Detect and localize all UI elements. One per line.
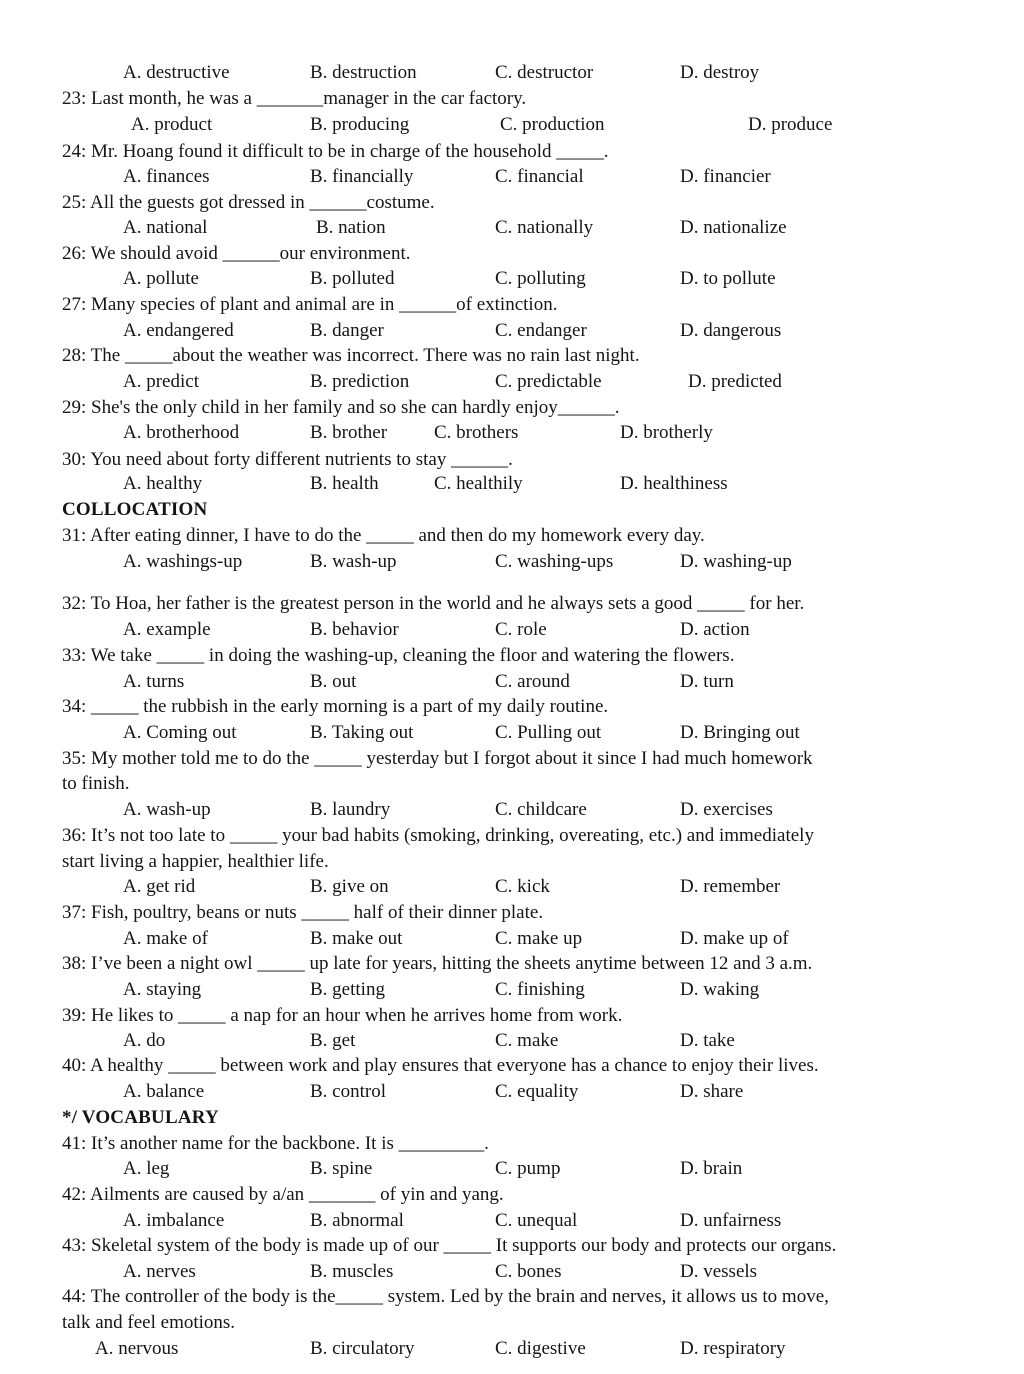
- answer-option: D. brain: [680, 1158, 743, 1179]
- answer-option: B. behavior: [310, 619, 399, 640]
- question-text: 39: He likes to _____ a nap for an hour when he arrives home from work.: [62, 1005, 623, 1026]
- answer-option: D. to pollute: [680, 268, 776, 289]
- question-text: 40: A healthy _____ between work and play ensures that everyone has a chance to enjoy their lives.: [62, 1055, 819, 1076]
- question-text: 23: Last month, he was a _______manager in the car factory.: [62, 88, 527, 109]
- question-text: talk and feel emotions.: [62, 1312, 236, 1333]
- answer-options: [0, 671, 1024, 693]
- answer-option: C. polluting: [495, 268, 586, 289]
- answer-option: C. nationally: [495, 217, 594, 238]
- answer-option: D. washing-up: [680, 551, 792, 572]
- question-text: 33: We take _____ in doing the washing-up, cleaning the floor and watering the flowers.: [62, 645, 735, 666]
- question-text: 28: The _____about the weather was incorrect. There was no rain last night.: [62, 345, 640, 366]
- answer-options: [0, 619, 1024, 641]
- answer-option: B. get: [310, 1030, 356, 1051]
- answer-option: D. brotherly: [620, 422, 713, 443]
- answer-option: D. predicted: [688, 371, 782, 392]
- answer-option: A. washings-up: [123, 551, 243, 572]
- answer-option: C. brothers: [434, 422, 519, 443]
- answer-option: B. Taking out: [310, 722, 414, 743]
- answer-option: A. get rid: [123, 876, 196, 897]
- answer-option: D. take: [680, 1030, 735, 1051]
- question-text: 30: You need about forty different nutrients to stay ______.: [62, 449, 513, 470]
- answer-option: C. predictable: [495, 371, 602, 392]
- answer-option: C. equality: [495, 1081, 579, 1102]
- question-text: 29: She's the only child in her family and so she can hardly enjoy______.: [62, 397, 620, 418]
- answer-option: C. digestive: [495, 1338, 586, 1359]
- answer-option: C. healthily: [434, 473, 523, 494]
- question-text: 25: All the guests got dressed in ______costume.: [62, 192, 435, 213]
- question-text: 24: Mr. Hoang found it difficult to be in charge of the household _____.: [62, 141, 609, 162]
- answer-option: C. kick: [495, 876, 550, 897]
- answer-option: D. make up of: [680, 928, 789, 949]
- question-text: 34: _____ the rubbish in the early morning is a part of my daily routine.: [62, 696, 609, 717]
- answer-option: A. imbalance: [123, 1210, 225, 1231]
- answer-options: [0, 551, 1024, 573]
- question-text: 41: It’s another name for the backbone. It is _________.: [62, 1133, 489, 1154]
- answer-option: B. brother: [310, 422, 388, 443]
- answer-option: B. control: [310, 1081, 386, 1102]
- section-heading: */ VOCABULARY: [62, 1107, 219, 1128]
- answer-option: A. brotherhood: [123, 422, 240, 443]
- question-text: 26: We should avoid ______our environment.: [62, 243, 411, 264]
- answer-option: C. Pulling out: [495, 722, 602, 743]
- answer-option: C. make up: [495, 928, 583, 949]
- answer-option: C. financial: [495, 166, 584, 187]
- question-text: 32: To Hoa, her father is the greatest person in the world and he always sets a good _____ for her.: [62, 593, 805, 614]
- question-text: 44: The controller of the body is the_____ system. Led by the brain and nerves, it allows us to move,: [62, 1286, 829, 1307]
- answer-options: [0, 1210, 1024, 1232]
- answer-option: B. destruction: [310, 62, 417, 83]
- answer-option: C. washing-ups: [495, 551, 614, 572]
- answer-options: [0, 1261, 1024, 1283]
- question-text: to finish.: [62, 773, 130, 794]
- answer-option: B. polluted: [310, 268, 395, 289]
- answer-option: A. predict: [123, 371, 199, 392]
- answer-option: C. childcare: [495, 799, 587, 820]
- question-text: 36: It’s not too late to _____ your bad habits (smoking, drinking, overeating, etc.) and immediately: [62, 825, 814, 846]
- answer-option: B. muscles: [310, 1261, 394, 1282]
- answer-option: A. staying: [123, 979, 202, 1000]
- answer-option: A. healthy: [123, 473, 203, 494]
- answer-option: B. make out: [310, 928, 403, 949]
- answer-option: A. balance: [123, 1081, 205, 1102]
- answer-option: C. pump: [495, 1158, 561, 1179]
- answer-option: C. make: [495, 1030, 559, 1051]
- answer-option: B. wash-up: [310, 551, 397, 572]
- answer-option: A. nervous: [95, 1338, 179, 1359]
- answer-options: [0, 371, 1024, 393]
- answer-option: D. vessels: [680, 1261, 758, 1282]
- answer-options: [0, 1081, 1024, 1103]
- answer-options: [0, 1338, 1024, 1360]
- answer-option: C. role: [495, 619, 547, 640]
- question-text: 43: Skeletal system of the body is made up of our _____ It supports our body and protects our organs.: [62, 1235, 837, 1256]
- answer-option: D. healthiness: [620, 473, 728, 494]
- answer-option: D. nationalize: [680, 217, 787, 238]
- answer-options: [0, 928, 1024, 950]
- answer-option: B. prediction: [310, 371, 410, 392]
- question-text: 38: I’ve been a night owl _____ up late for years, hitting the sheets anytime between 12 and 3 a.m.: [62, 953, 813, 974]
- answer-option: A. example: [123, 619, 211, 640]
- answer-option: C. destructor: [495, 62, 594, 83]
- answer-options: [0, 422, 1024, 444]
- answer-option: A. do: [123, 1030, 166, 1051]
- answer-option: B. danger: [310, 320, 384, 341]
- answer-option: D. exercises: [680, 799, 773, 820]
- answer-option: D. action: [680, 619, 750, 640]
- answer-option: A. pollute: [123, 268, 199, 289]
- answer-options: [0, 979, 1024, 1001]
- answer-option: A. finances: [123, 166, 210, 187]
- answer-option: D. waking: [680, 979, 760, 1000]
- answer-option: B. health: [310, 473, 379, 494]
- answer-options: [0, 166, 1024, 188]
- answer-options: [0, 320, 1024, 342]
- answer-option: B. producing: [310, 114, 410, 135]
- answer-option: C. bones: [495, 1261, 562, 1282]
- answer-option: D. Bringing out: [680, 722, 800, 743]
- answer-options: [0, 217, 1024, 239]
- answer-option: A. national: [123, 217, 208, 238]
- answer-option: A. nerves: [123, 1261, 196, 1282]
- question-text: 37: Fish, poultry, beans or nuts _____ half of their dinner plate.: [62, 902, 544, 923]
- answer-option: B. laundry: [310, 799, 391, 820]
- answer-option: C. around: [495, 671, 570, 692]
- answer-option: D. turn: [680, 671, 734, 692]
- answer-option: C. finishing: [495, 979, 585, 1000]
- question-text: start living a happier, healthier life.: [62, 851, 329, 872]
- answer-option: C. production: [500, 114, 605, 135]
- answer-option: D. dangerous: [680, 320, 782, 341]
- answer-options: [0, 876, 1024, 898]
- answer-option: D. destroy: [680, 62, 760, 83]
- answer-option: B. getting: [310, 979, 385, 1000]
- answer-option: C. unequal: [495, 1210, 578, 1231]
- answer-option: C. endanger: [495, 320, 587, 341]
- answer-option: A. wash-up: [123, 799, 211, 820]
- answer-option: D. unfairness: [680, 1210, 782, 1231]
- answer-options: [0, 1030, 1024, 1052]
- answer-option: A. make of: [123, 928, 208, 949]
- question-text: 31: After eating dinner, I have to do the _____ and then do my homework every day.: [62, 525, 705, 546]
- answer-option: D. produce: [748, 114, 833, 135]
- answer-option: D. respiratory: [680, 1338, 786, 1359]
- answer-options: [0, 62, 1024, 84]
- question-text: 35: My mother told me to do the _____ yesterday but I forgot about it since I had much homework: [62, 748, 813, 769]
- answer-option: D. financier: [680, 166, 771, 187]
- answer-options: [0, 114, 1024, 136]
- answer-option: B. out: [310, 671, 357, 692]
- question-text: 42: Ailments are caused by a/an _______ of yin and yang.: [62, 1184, 504, 1205]
- answer-option: B. financially: [310, 166, 414, 187]
- answer-option: A. leg: [123, 1158, 170, 1179]
- answer-option: B. spine: [310, 1158, 373, 1179]
- answer-options: [0, 473, 1024, 495]
- answer-options: [0, 1158, 1024, 1180]
- answer-options: [0, 722, 1024, 744]
- answer-option: B. circulatory: [310, 1338, 415, 1359]
- answer-option: A. endangered: [123, 320, 234, 341]
- answer-option: B. give on: [310, 876, 389, 897]
- answer-options: [0, 799, 1024, 821]
- section-heading: COLLOCATION: [62, 499, 208, 520]
- answer-option: A. destructive: [123, 62, 230, 83]
- answer-option: D. share: [680, 1081, 744, 1102]
- answer-option: B. abnormal: [310, 1210, 404, 1231]
- answer-option: D. remember: [680, 876, 781, 897]
- answer-option: A. Coming out: [123, 722, 237, 743]
- answer-option: A. product: [131, 114, 213, 135]
- answer-option: A. turns: [123, 671, 185, 692]
- question-text: 27: Many species of plant and animal are in ______of extinction.: [62, 294, 558, 315]
- answer-option: B. nation: [316, 217, 386, 238]
- answer-options: [0, 268, 1024, 290]
